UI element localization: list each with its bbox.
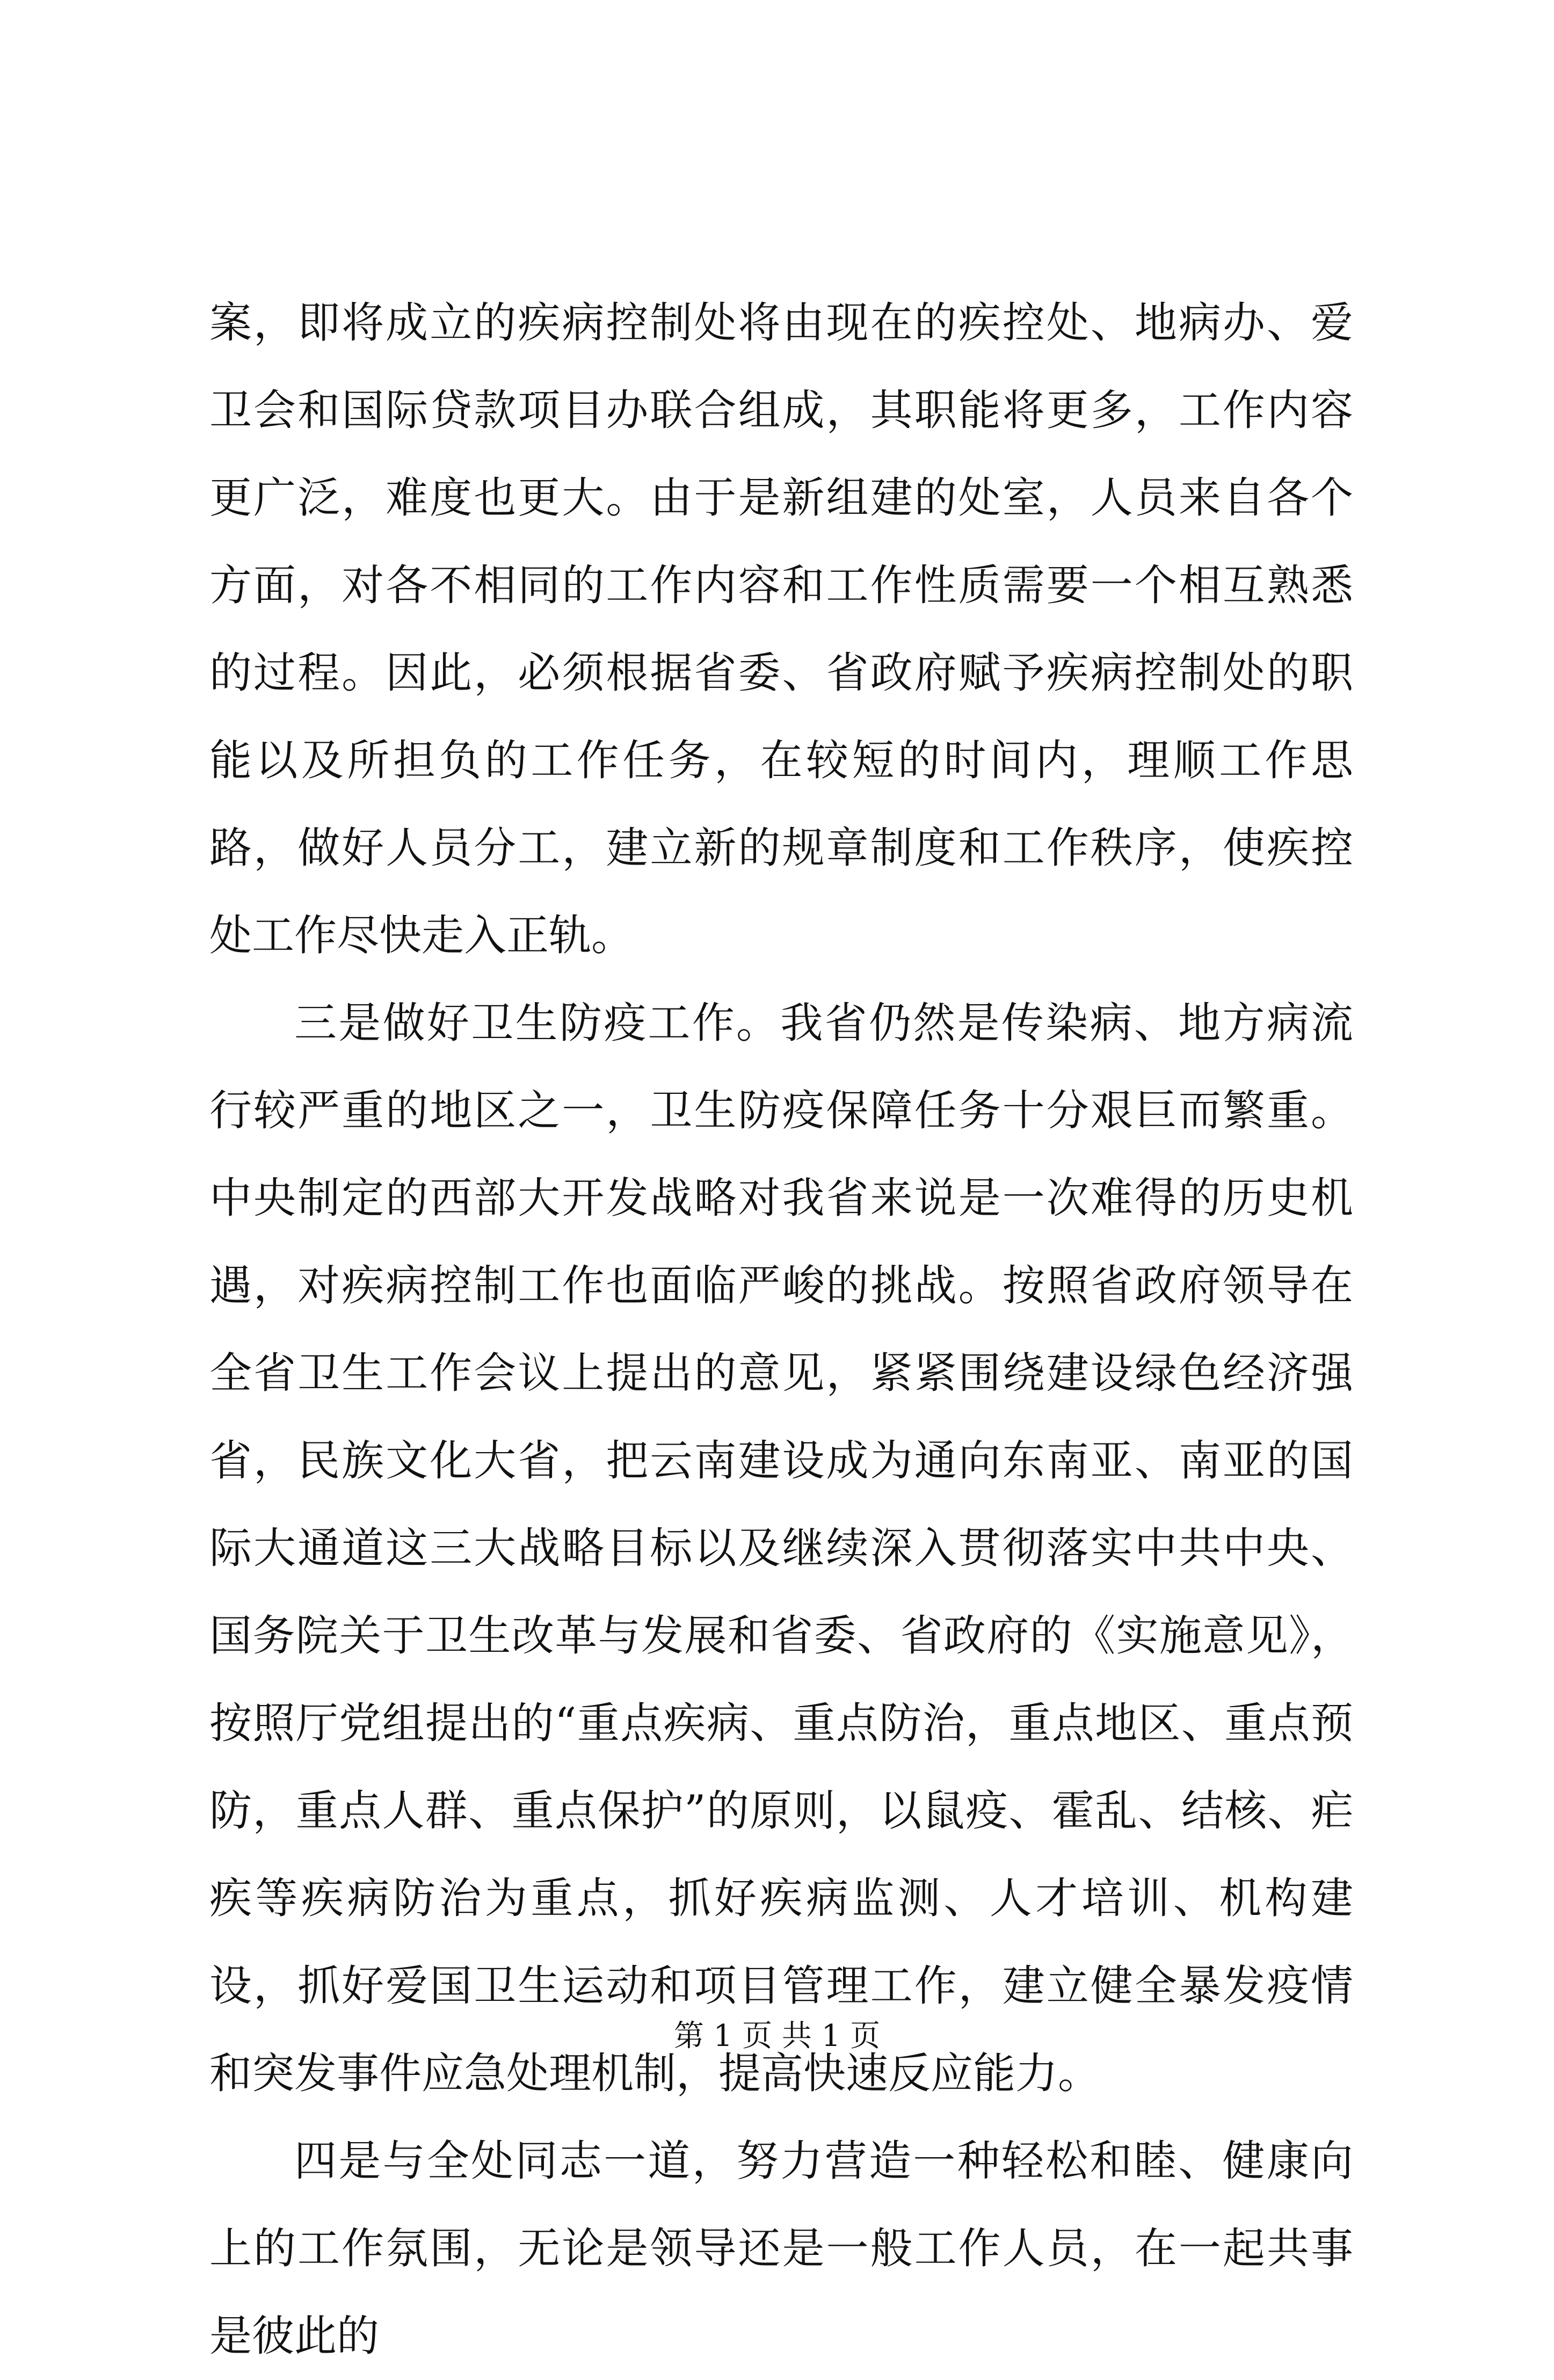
paragraph-point-four: 四是与全处同志一道，努力营造一种轻松和睦、健康向上的工作氛围，无论是领导还是一般工作人员，在一起共事是彼此的 <box>209 2136 1353 2361</box>
document-body <box>209 279 1353 2380</box>
paragraph-point-three: 三是做好卫生防疫工作。我省仍然是传染病、地方病流行较严重的地区之一，卫生防疫保障任务十分艰巨而繁重。中央制定的西部大开发战略对我省来说是一次难得的历史机遇，对疾病控制工作也面临严峻的挑战。按照省政府领导在全省卫生工作会议上提出的意见，紧紧围绕建设绿色经济强省，民族文化大省，把云南建设成为通向东南亚、南亚的国际大通道这三大战略目标以及继续深入贯彻落实中共中央、国务院关于卫生改革与发展和省委、省政府的《实施意见》，按照厅党组提出的“重点疾病、重点防治，重点地区、重点预防，重点人群、重点保护”的原则，以鼠疫、霍乱、结核、疟疾等疾病防治为重点，抓好疾病监测、人才培训、机构建设，抓好爱国卫生运动和项目管理工作，建立健全暴发疫情和突发事件应急处理机制，提高快速反应能力。 <box>209 998 1353 2098</box>
page-number: 第 1 页 共 1 页 <box>673 2019 881 2054</box>
page-footer <box>0 2015 1554 2058</box>
paragraph-continuation: 案，即将成立的疾病控制处将由现在的疾控处、地病办、爱卫会和国际贷款项目办联合组成，其职能将更多，工作内容更广泛，难度也更大。由于是新组建的处室，人员来自各个方面，对各不相同的工作内容和工作性质需要一个相互熟悉的过程。因此，必须根据省委、省政府赋予疾病控制处的职能以及所担负的工作任务，在较短的时间内，理顺工作思路，做好人员分工，建立新的规章制度和工作秩序，使疾控处工作尽快走入正轨。 <box>209 298 1353 960</box>
